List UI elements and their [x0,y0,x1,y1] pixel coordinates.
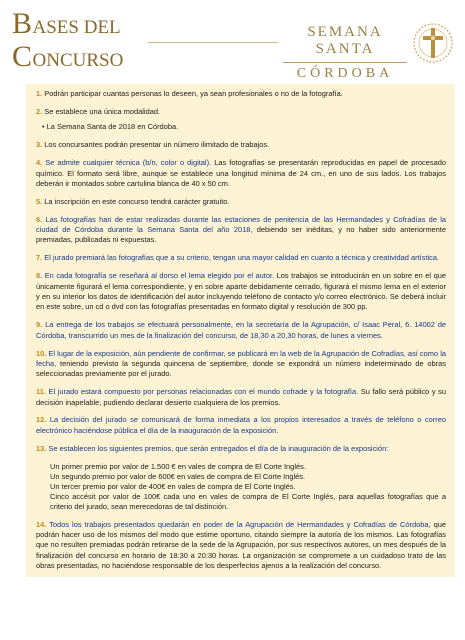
rule-10: 10. El lugar de la exposición, aún pendiente de confirmar, se publicará en la web de la Agrupación de Cofradías, así como la fecha, teniendo previsto la segunda quincena de septiembre, donde se expondrá un número indeterminado de obras seleccionadas previamente por el jurado. [36,348,446,379]
brand-logo [283,24,407,82]
prize-item: Cinco accésit por valor de 100€ cada uno en vales de compra de El Corte Inglés, para aquellas fotografías que a criterio del jurado, sean merecedoras de tal distinción. [50,492,446,512]
rules-panel [26,84,455,577]
page-title [12,7,124,76]
rule-2-bullet: • La Semana Santa de 2018 en Córdoba. [42,122,179,132]
prize-item: Un tercer premio por valor de 400€ en vales de compra de El Corte Inglés. [50,482,296,492]
rule-2: 2. Se establece una única modalidad. [36,106,161,116]
rule-11: 11. El jurado estará compuesto por personas relacionadas con el mundo cofrade y la fotografía. Su fallo será público y su decisión inapelable, pudiendo declarar desierto cualquiera de los premios. [36,387,446,407]
rule-12: 12. La decisión del jurado se comunicará de forma inmediata a los propios interesados a través de teléfono o correo electrónico haciéndose pública el día de la inauguración de la exposición. [36,415,446,435]
rule-4: 4. Se admite cualquier técnica (b/n, color o digital). Las fotografías se presentarán reproducidas en papel de procesado químico. El formato será libre, aunque se establece una longitud mínima de 24 cm., en uno de sus lados. Los trabajos deberán ir montados sobre cartulina blanca de 40 x 50 cm. [36,158,447,188]
prize-list [36,462,446,513]
title-divider [148,42,278,43]
rule-13: 13. Se establecen los siguientes premios, que serán entregados el día de la inauguración de la exposición: [36,443,389,453]
title-line-1: BASES DEL [12,7,121,40]
prize-item: Un segundo premio por valor de 600€ en vales de compra de El Corte Inglés. [50,471,306,481]
brand-city: CÓRDOBA [296,66,394,81]
rule-8: 8. En cada fotografía se reseñará al dorso el lema elegido por el autor. Los trabajos se introducirán en un sobre en el que únicamente figurará el lema correspondiente, y en sobre aparte debidamente cerrado, figurará el mismo lema en el exterior y en su interior los datos de identificación del autor incluyendo teléfono de contacto y/o correo electrónico. Se deberá incluir en este sobre, un cd o dvd con las fotografías presentadas en formato digital y resolución de 300 pp. [36,271,447,312]
rule-6: 6. Las fotografías han de estar realizadas durante las estaciones de penitencia de las Hermandades y Cofradías de la ciudad de Córdoba durante la Semana Santa del año 2018, debiendo ser inéditas, y no haber sido anteriormente premiadas, publicadas ni expuestas. [36,214,447,245]
page-header [0,0,465,82]
title-line-2: CONCURSO [12,40,124,73]
rule-14: 14. Todos los trabajos presentados quedarán en poder de la Agrupación de Hermandades y Cofradías de Córdoba, que podrán hacer uso de los mismos del modo que estime oportuno, citando siempre la autoría de los mismos. Las fotografías que no resulten premiadas podrán retirarse de la sede de la Agrupación, por sus respectivos autores, un mes después de la finalización del concurso en horario de 18:30 a 20:30 horas. La organización se compromete a un cuidadoso trato de las obras presentadas, no haciéndose responsable de los desperfectos ajenos a la realización del concurso. [36,519,446,571]
rule-7: 7. El jurado premiará las fotografías que a su criterio, tengan una mayor calidad en cuanto a técnica y creatividad artística. [36,253,440,263]
brand-name: SEMANA SANTA [307,24,383,57]
rule-9: 9. La entrega de los trabajos se efectuará personalmente, en la secretaría de la Agrupación, c/ Isaac Peral, 6. 14002 de Córdoba, transcurrido un mes de la finalización del concurso, de 18,30 a 20,30 horas, de lunes a viernes. [36,320,446,340]
rule-3: 3. Los concursantes podrán presentar un número ilimitado de trabajos. [36,140,270,150]
rule-5: 5. La inscripción en este concurso tendrá carácter gratuito. [36,196,230,206]
rule-1: 1. Podrán participar cuantas personas lo deseen, ya sean profesionales o no de la fotografía. [36,89,343,98]
brand-divider [283,62,407,63]
cross-emblem-icon [412,22,454,64]
prize-item: Un primer premio por valor de 1.500 € en vales de compra de El Corte Inglés. [50,461,306,471]
